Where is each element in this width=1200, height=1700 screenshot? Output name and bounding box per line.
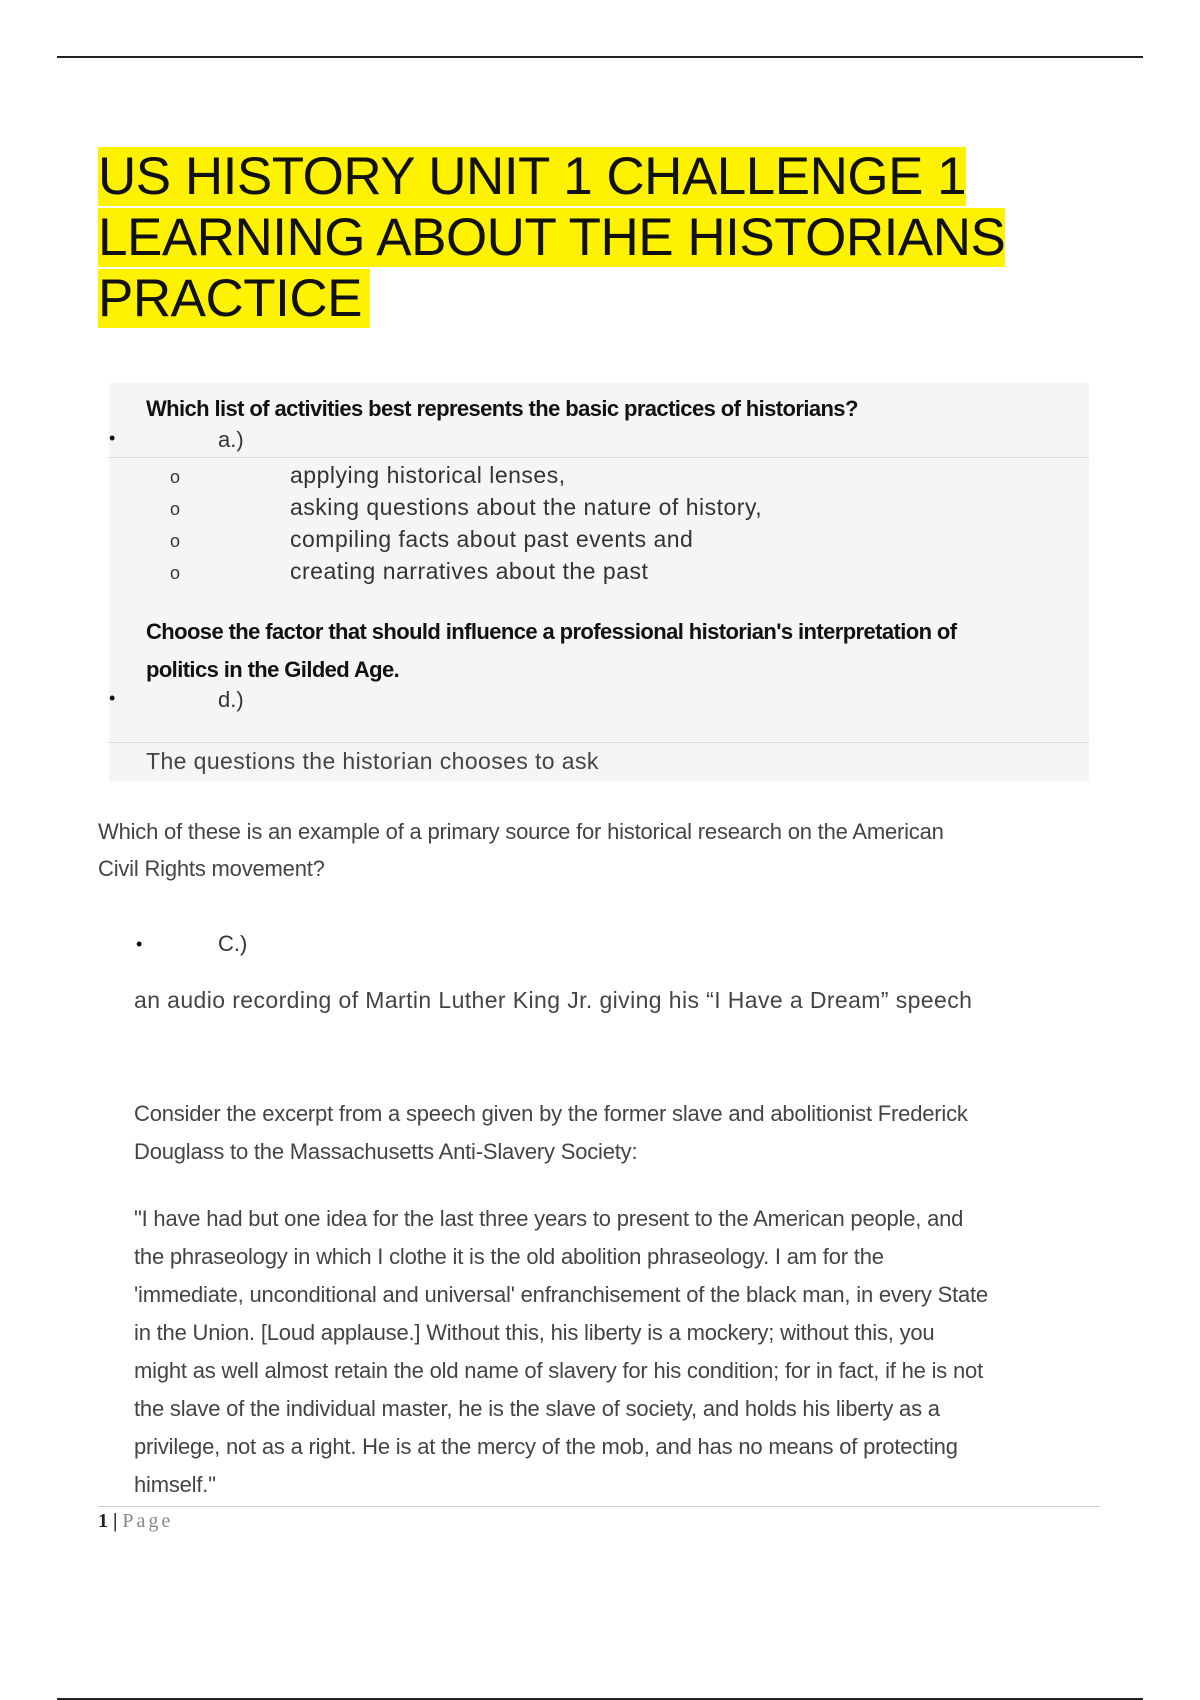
option-row	[170, 558, 648, 585]
question-2-text-line1: Choose the factor that should influence a professional historian's interpretation of	[146, 619, 957, 644]
page-separator: |	[113, 1510, 118, 1532]
footer-rule	[98, 1506, 1100, 1507]
option-text: creating narratives about the past	[290, 558, 649, 584]
quote-line: privilege, not as a right. He is at the mercy of the mob, and has no means of protecting	[134, 1434, 958, 1459]
option-text: asking questions about the nature of history,	[290, 494, 763, 520]
option-row	[170, 462, 566, 489]
quote-line: might as well almost retain the old name of slavery for his condition; for in fact, if he is not	[134, 1358, 983, 1383]
question-3-answer-text: an audio recording of Martin Luther King Jr. giving his “I Have a Dream” speech	[134, 987, 973, 1013]
question-4-intro-line2: Douglass to the Massachusetts Anti-Slavery Society:	[134, 1139, 638, 1164]
page-label: Page	[122, 1510, 174, 1532]
option-text: compiling facts about past events and	[290, 526, 694, 552]
bullet-icon: •	[136, 934, 143, 954]
option-row	[170, 494, 762, 521]
question-2-answer-letter: d.)	[218, 687, 244, 712]
divider	[109, 742, 1089, 743]
page-number	[98, 1510, 173, 1533]
quote-line: the phraseology in which I clothe it is the old abolition phraseology. I am for the	[134, 1244, 884, 1269]
quote-line: 'immediate, unconditional and universal' enfranchisement of the black man, in every State	[134, 1282, 988, 1307]
sub-bullet-icon: o	[170, 531, 181, 551]
header-rule	[57, 56, 1143, 58]
bullet-icon: •	[109, 428, 116, 448]
sub-bullet-icon: o	[170, 499, 181, 519]
page-number-value: 1	[98, 1510, 108, 1532]
sub-bullet-icon: o	[170, 563, 181, 583]
question-2-text-line2: politics in the Gilded Age.	[146, 657, 400, 682]
sub-bullet-icon: o	[170, 467, 181, 487]
bullet-icon: •	[109, 688, 116, 708]
quote-line: "I have had but one idea for the last three years to present to the American people, and	[134, 1206, 964, 1231]
question-3-text-line1: Which of these is an example of a primary source for historical research on the American	[98, 819, 944, 844]
question-3-text-line2: Civil Rights movement?	[98, 856, 325, 881]
divider	[109, 457, 1089, 458]
question-4-intro-line1: Consider the excerpt from a speech given by the former slave and abolitionist Frederick	[134, 1101, 968, 1126]
quote-line: himself."	[134, 1472, 216, 1497]
question-2-answer-text: The questions the historian chooses to ask	[146, 748, 599, 774]
quote-line: in the Union. [Loud applause.] Without this, his liberty is a mockery; without this, you	[134, 1320, 935, 1345]
question-1-text: Which list of activities best represents the basic practices of historians?	[146, 396, 858, 421]
question-3-answer-letter: C.)	[218, 931, 248, 956]
page-title: US HISTORY UNIT 1 CHALLENGE 1 LEARNING ABOUT THE HISTORIANS PRACTICE	[98, 147, 1006, 328]
option-text: applying historical lenses,	[290, 462, 566, 488]
question-1-answer-letter: a.)	[218, 427, 244, 452]
quote-line: the slave of the individual master, he is the slave of society, and holds his liberty as a	[134, 1396, 940, 1421]
option-row	[170, 526, 693, 553]
